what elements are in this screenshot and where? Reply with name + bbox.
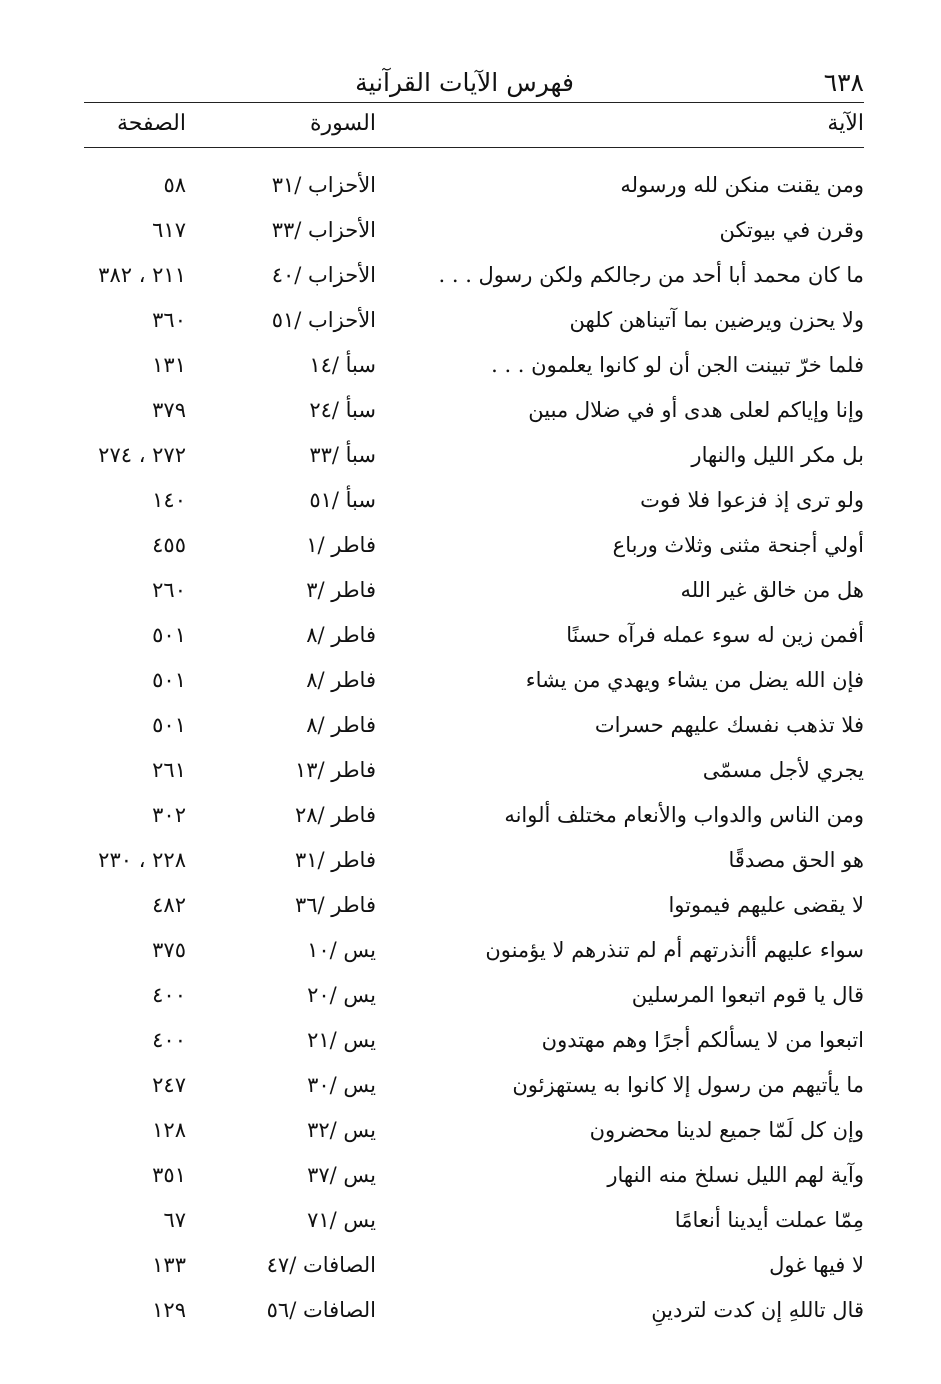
page-cell: ٣٧٥ <box>152 938 186 962</box>
surah-cell: فاطر /١ <box>306 533 376 557</box>
page-cell: ٢١١ ، ٣٨٢ <box>98 263 186 287</box>
verse-cell: أفمن زين له سوء عمله فرآه حسنًا <box>566 623 864 647</box>
surah-cell: يس /١٠ <box>307 938 376 962</box>
page-number: ٦٣٨ <box>823 68 864 97</box>
page-cell: ١٢٨ <box>152 1118 186 1142</box>
verse-cell: ومن الناس والدواب والأنعام مختلف ألوانه <box>504 803 864 827</box>
page-cell: ٥٠١ <box>152 623 186 647</box>
verse-cell: قال تاللهِ إن كدت لتردينِ <box>651 1298 864 1322</box>
surah-cell: فاطر /٨ <box>306 713 376 737</box>
column-headers <box>84 103 864 148</box>
surah-cell: فاطر /٨ <box>306 668 376 692</box>
page-cell: ١٣٣ <box>152 1253 186 1277</box>
page-cell: ٢٦١ <box>152 758 186 782</box>
page-cell: ٦١٧ <box>152 218 186 242</box>
verse-cell: وإن كل لَمّا جميع لدينا محضرون <box>589 1118 864 1142</box>
page-cell: ٢٦٠ <box>152 578 186 602</box>
table-row <box>84 1018 864 1063</box>
table-row <box>84 523 864 568</box>
verse-column-header: الآية <box>827 111 864 136</box>
verse-cell: اتبعوا من لا يسألكم أجرًا وهم مهتدون <box>541 1028 864 1052</box>
surah-cell: الأحزاب /٤٠ <box>271 263 376 287</box>
table-row <box>84 703 864 748</box>
surah-cell: يس /٣٢ <box>307 1118 376 1142</box>
verse-cell: مِمّا عملت أيدينا أنعامًا <box>674 1208 864 1232</box>
verse-cell: بل مكر الليل والنهار <box>691 443 864 467</box>
surah-cell: فاطر /٨ <box>306 623 376 647</box>
page-cell: ٥٠١ <box>152 668 186 692</box>
surah-cell: يس /٧١ <box>307 1208 376 1232</box>
verse-cell: أولي أجنحة مثنى وثلاث ورباع <box>612 533 864 557</box>
page-cell: ٤٠٠ <box>152 1028 186 1052</box>
table-row <box>84 748 864 793</box>
surah-cell: الأحزاب /٣٣ <box>271 218 376 242</box>
verse-cell: ما كان محمد أبا أحد من رجالكم ولكن رسول . . . <box>438 263 864 287</box>
table-row <box>84 253 864 298</box>
index-title: فهرس الآيات القرآنية <box>355 68 574 97</box>
verse-cell: يجري لأجل مسمّى <box>702 758 864 782</box>
surah-cell: يس /٣٠ <box>307 1073 376 1097</box>
table-row <box>84 1243 864 1288</box>
table-row <box>84 658 864 703</box>
verse-cell: ولو ترى إذ فزعوا فلا فوت <box>640 488 864 512</box>
page-cell: ٥٨ <box>163 173 186 197</box>
running-head <box>84 62 864 103</box>
surah-cell: سبأ /٢٤ <box>309 398 376 422</box>
surah-cell: فاطر /٢٨ <box>294 803 376 827</box>
table-row <box>84 1153 864 1198</box>
verse-cell: وإنا وإياكم لعلى هدى أو في ضلال مبين <box>528 398 864 422</box>
verse-index-table <box>84 163 864 1333</box>
table-row <box>84 1108 864 1153</box>
page-cell: ٣٠٢ <box>152 803 186 827</box>
verse-cell: هو الحق مصدقًا <box>728 848 864 872</box>
verse-cell: وقرن في بيوتكن <box>719 218 864 242</box>
page-cell: ٣٧٩ <box>152 398 186 422</box>
verse-cell: فلا تذهب نفسك عليهم حسرات <box>594 713 864 737</box>
surah-cell: الأحزاب /٣١ <box>271 173 376 197</box>
surah-cell: فاطر /٣١ <box>294 848 376 872</box>
table-row <box>84 793 864 838</box>
surah-column-header: السورة <box>310 111 376 136</box>
surah-cell: فاطر /١٣ <box>294 758 376 782</box>
verse-cell: لا فيها غول <box>769 1253 864 1277</box>
page-cell: ٥٠١ <box>152 713 186 737</box>
page-cell: ٢٧٢ ، ٢٧٤ <box>98 443 186 467</box>
verse-cell: فلما خرّ تبينت الجن أن لو كانوا يعلمون . . . <box>491 353 864 377</box>
surah-cell: يس /٢٠ <box>307 983 376 1007</box>
surah-cell: فاطر /٣٦ <box>294 893 376 917</box>
verse-cell: ولا يحزن ويرضين بما آتيناهن كلهن <box>569 308 864 332</box>
index-page <box>84 62 864 1333</box>
table-row <box>84 433 864 478</box>
page-cell: ٤٨٢ <box>152 893 186 917</box>
surah-cell: يس /٢١ <box>307 1028 376 1052</box>
page-column-header: الصفحة <box>116 111 186 136</box>
verse-cell: فإن الله يضل من يشاء ويهدي من يشاء <box>525 668 864 692</box>
verse-cell: ومن يقنت منكن لله ورسوله <box>620 173 864 197</box>
verse-cell: لا يقضى عليهم فيموتوا <box>668 893 864 917</box>
surah-cell: الصافات /٥٦ <box>266 1298 376 1322</box>
table-row <box>84 343 864 388</box>
surah-cell: فاطر /٣ <box>306 578 376 602</box>
page-cell: ١٤٠ <box>152 488 186 512</box>
surah-cell: سبأ /٣٣ <box>309 443 376 467</box>
page-cell: ٦٧ <box>163 1208 186 1232</box>
page-cell: ٤٠٠ <box>152 983 186 1007</box>
table-row <box>84 1198 864 1243</box>
surah-cell: الصافات /٤٧ <box>266 1253 376 1277</box>
table-row <box>84 883 864 928</box>
table-row <box>84 163 864 208</box>
table-row <box>84 973 864 1018</box>
table-row <box>84 1063 864 1108</box>
table-row <box>84 388 864 433</box>
table-row <box>84 1288 864 1333</box>
page-cell: ٢٢٨ ، ٢٣٠ <box>98 848 186 872</box>
table-row <box>84 298 864 343</box>
page-cell: ٣٥١ <box>152 1163 186 1187</box>
table-row <box>84 838 864 883</box>
page-cell: ٢٤٧ <box>152 1073 186 1097</box>
verse-cell: سواء عليهم أأنذرتهم أم لم تنذرهم لا يؤمنون <box>485 938 864 962</box>
surah-cell: الأحزاب /٥١ <box>271 308 376 332</box>
table-row <box>84 928 864 973</box>
verse-cell: ما يأتيهم من رسول إلا كانوا به يستهزئون <box>512 1073 864 1097</box>
table-row <box>84 478 864 523</box>
verse-cell: هل من خالق غير الله <box>680 578 864 602</box>
surah-cell: يس /٣٧ <box>307 1163 376 1187</box>
verse-cell: وآية لهم الليل نسلخ منه النهار <box>607 1163 864 1187</box>
page-cell: ١٣١ <box>152 353 186 377</box>
page-cell: ١٢٩ <box>152 1298 186 1322</box>
table-row <box>84 613 864 658</box>
surah-cell: سبأ /١٤ <box>309 353 376 377</box>
table-row <box>84 208 864 253</box>
page-cell: ٣٦٠ <box>152 308 186 332</box>
surah-cell: سبأ /٥١ <box>309 488 376 512</box>
table-row <box>84 568 864 613</box>
verse-cell: قال يا قوم اتبعوا المرسلين <box>631 983 864 1007</box>
page-cell: ٤٥٥ <box>152 533 186 557</box>
